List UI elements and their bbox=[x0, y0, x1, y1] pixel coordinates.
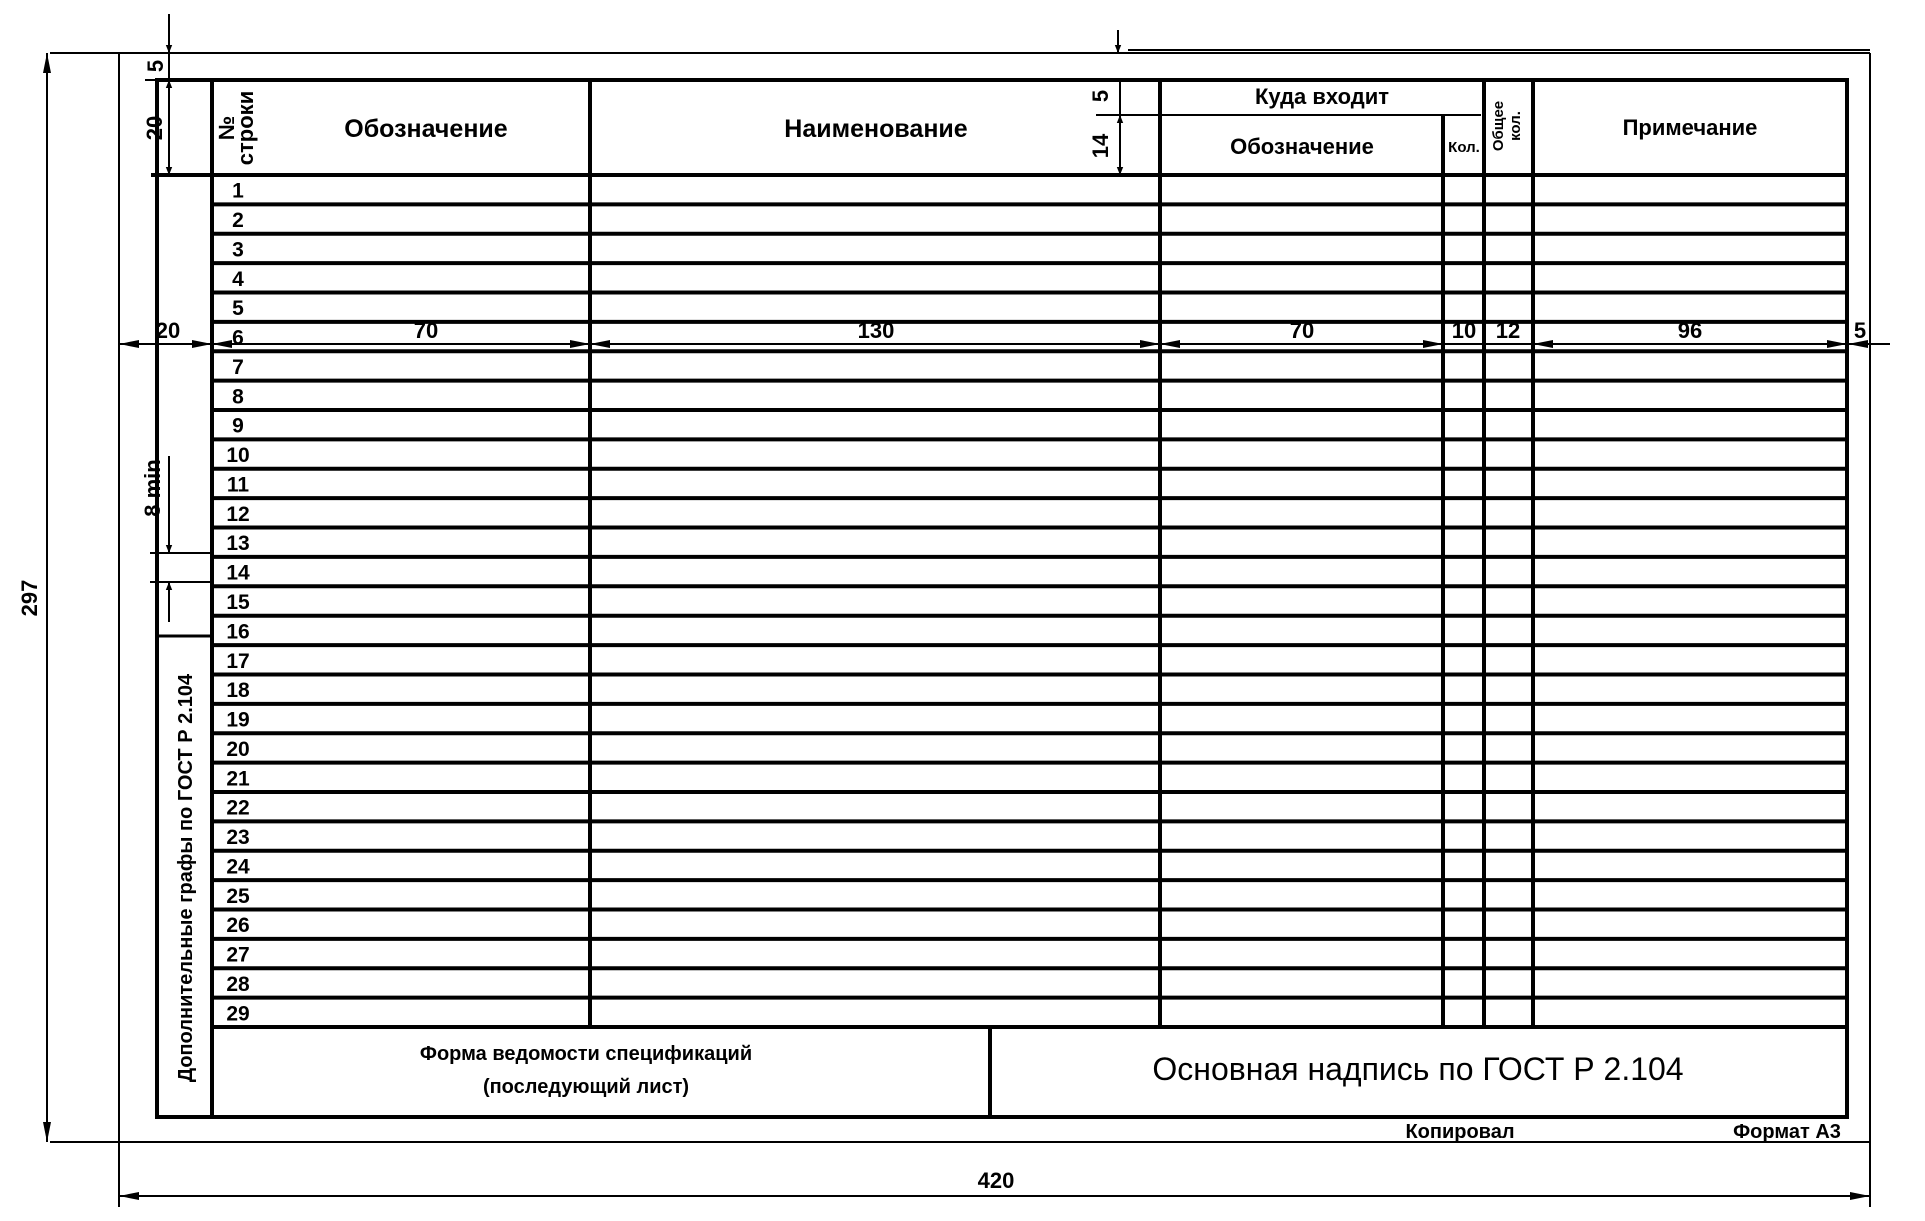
header-row-no-label: строки bbox=[233, 90, 258, 166]
row-number: 7 bbox=[232, 355, 244, 379]
header-name: Наименование bbox=[784, 115, 968, 143]
row-number: 27 bbox=[226, 943, 250, 967]
row-number: 4 bbox=[232, 267, 244, 291]
row-number: 22 bbox=[226, 796, 250, 820]
row-number: 12 bbox=[226, 502, 250, 526]
header-qty: Кол. bbox=[1448, 139, 1480, 156]
row-number: 2 bbox=[232, 209, 244, 233]
table-body bbox=[212, 180, 1847, 1026]
header-where-used: Куда входит bbox=[1254, 84, 1390, 109]
row-number: 5 bbox=[232, 297, 244, 321]
dim-col-name: 130 bbox=[857, 318, 895, 343]
row-number: 23 bbox=[226, 826, 250, 850]
header-total-qty-2: кол. bbox=[1507, 111, 1524, 141]
row-number: 24 bbox=[226, 855, 250, 879]
dim-sub-height: 14 bbox=[1088, 133, 1113, 159]
row-number: 21 bbox=[226, 767, 250, 791]
row-number: 25 bbox=[226, 884, 250, 908]
sheet-outline bbox=[50, 53, 1870, 1207]
dim-header-height: 20 bbox=[142, 115, 167, 141]
table-footer bbox=[212, 1027, 1847, 1143]
row-number: 18 bbox=[226, 679, 250, 703]
dim-right-margin: 5 bbox=[1853, 318, 1867, 343]
additional-columns-box bbox=[157, 636, 212, 1117]
header-row-no-symbol: № bbox=[214, 115, 239, 141]
footer-form-line2: (последующий лист) bbox=[482, 1076, 690, 1098]
dim-col-qty: 10 bbox=[1451, 318, 1477, 343]
dim-col-total: 12 bbox=[1495, 318, 1521, 343]
dim-col-designation: 70 bbox=[413, 318, 439, 343]
row-number: 15 bbox=[226, 591, 250, 614]
dim-col-where-used: 70 bbox=[1289, 318, 1315, 343]
row-number: 9 bbox=[232, 414, 244, 438]
row-number: 16 bbox=[226, 620, 250, 644]
row-number: 14 bbox=[226, 561, 250, 585]
row-number: 19 bbox=[226, 708, 250, 732]
dim-sheet-height: 297 bbox=[17, 579, 42, 617]
dim-row-min: 8 min bbox=[140, 459, 165, 517]
row-number: 26 bbox=[226, 914, 250, 938]
header-note: Примечание bbox=[1622, 115, 1758, 140]
row-number: 10 bbox=[226, 444, 250, 468]
header-total-qty-1: Общее bbox=[1490, 100, 1507, 152]
dim-top-offset: 5 bbox=[143, 59, 168, 73]
row-number: 1 bbox=[232, 179, 244, 203]
footer-form-line1: Форма ведомости спецификаций bbox=[419, 1043, 753, 1065]
dim-sub-top: 5 bbox=[1088, 89, 1113, 103]
dim-left-margin: 20 bbox=[155, 318, 181, 343]
header-designation: Обозначение bbox=[344, 115, 508, 143]
row-number: 11 bbox=[226, 473, 250, 497]
table-header bbox=[151, 80, 1847, 1027]
row-number: 20 bbox=[226, 737, 250, 761]
header-where-used-designation: Обозначение bbox=[1230, 134, 1374, 159]
row-number: 29 bbox=[226, 1002, 250, 1026]
side-label: Дополнительные графы по ГОСТ Р 2.104 bbox=[175, 673, 197, 1083]
footer-title-block: Основная надпись по ГОСТ Р 2.104 bbox=[1152, 1051, 1684, 1087]
footer-format: Формат А3 bbox=[1733, 1121, 1841, 1143]
footer-copied-by: Копировал bbox=[1405, 1121, 1515, 1143]
row-number: 3 bbox=[232, 238, 244, 262]
row-number: 8 bbox=[232, 385, 244, 409]
row-number: 17 bbox=[226, 649, 250, 673]
dim-sheet-width: 420 bbox=[977, 1168, 1015, 1193]
dim-col-note: 96 bbox=[1677, 318, 1703, 343]
row-number: 13 bbox=[226, 532, 250, 556]
row-number: 28 bbox=[226, 972, 250, 996]
row-number: 6 bbox=[232, 326, 244, 350]
dimension-lines bbox=[17, 14, 1890, 1196]
